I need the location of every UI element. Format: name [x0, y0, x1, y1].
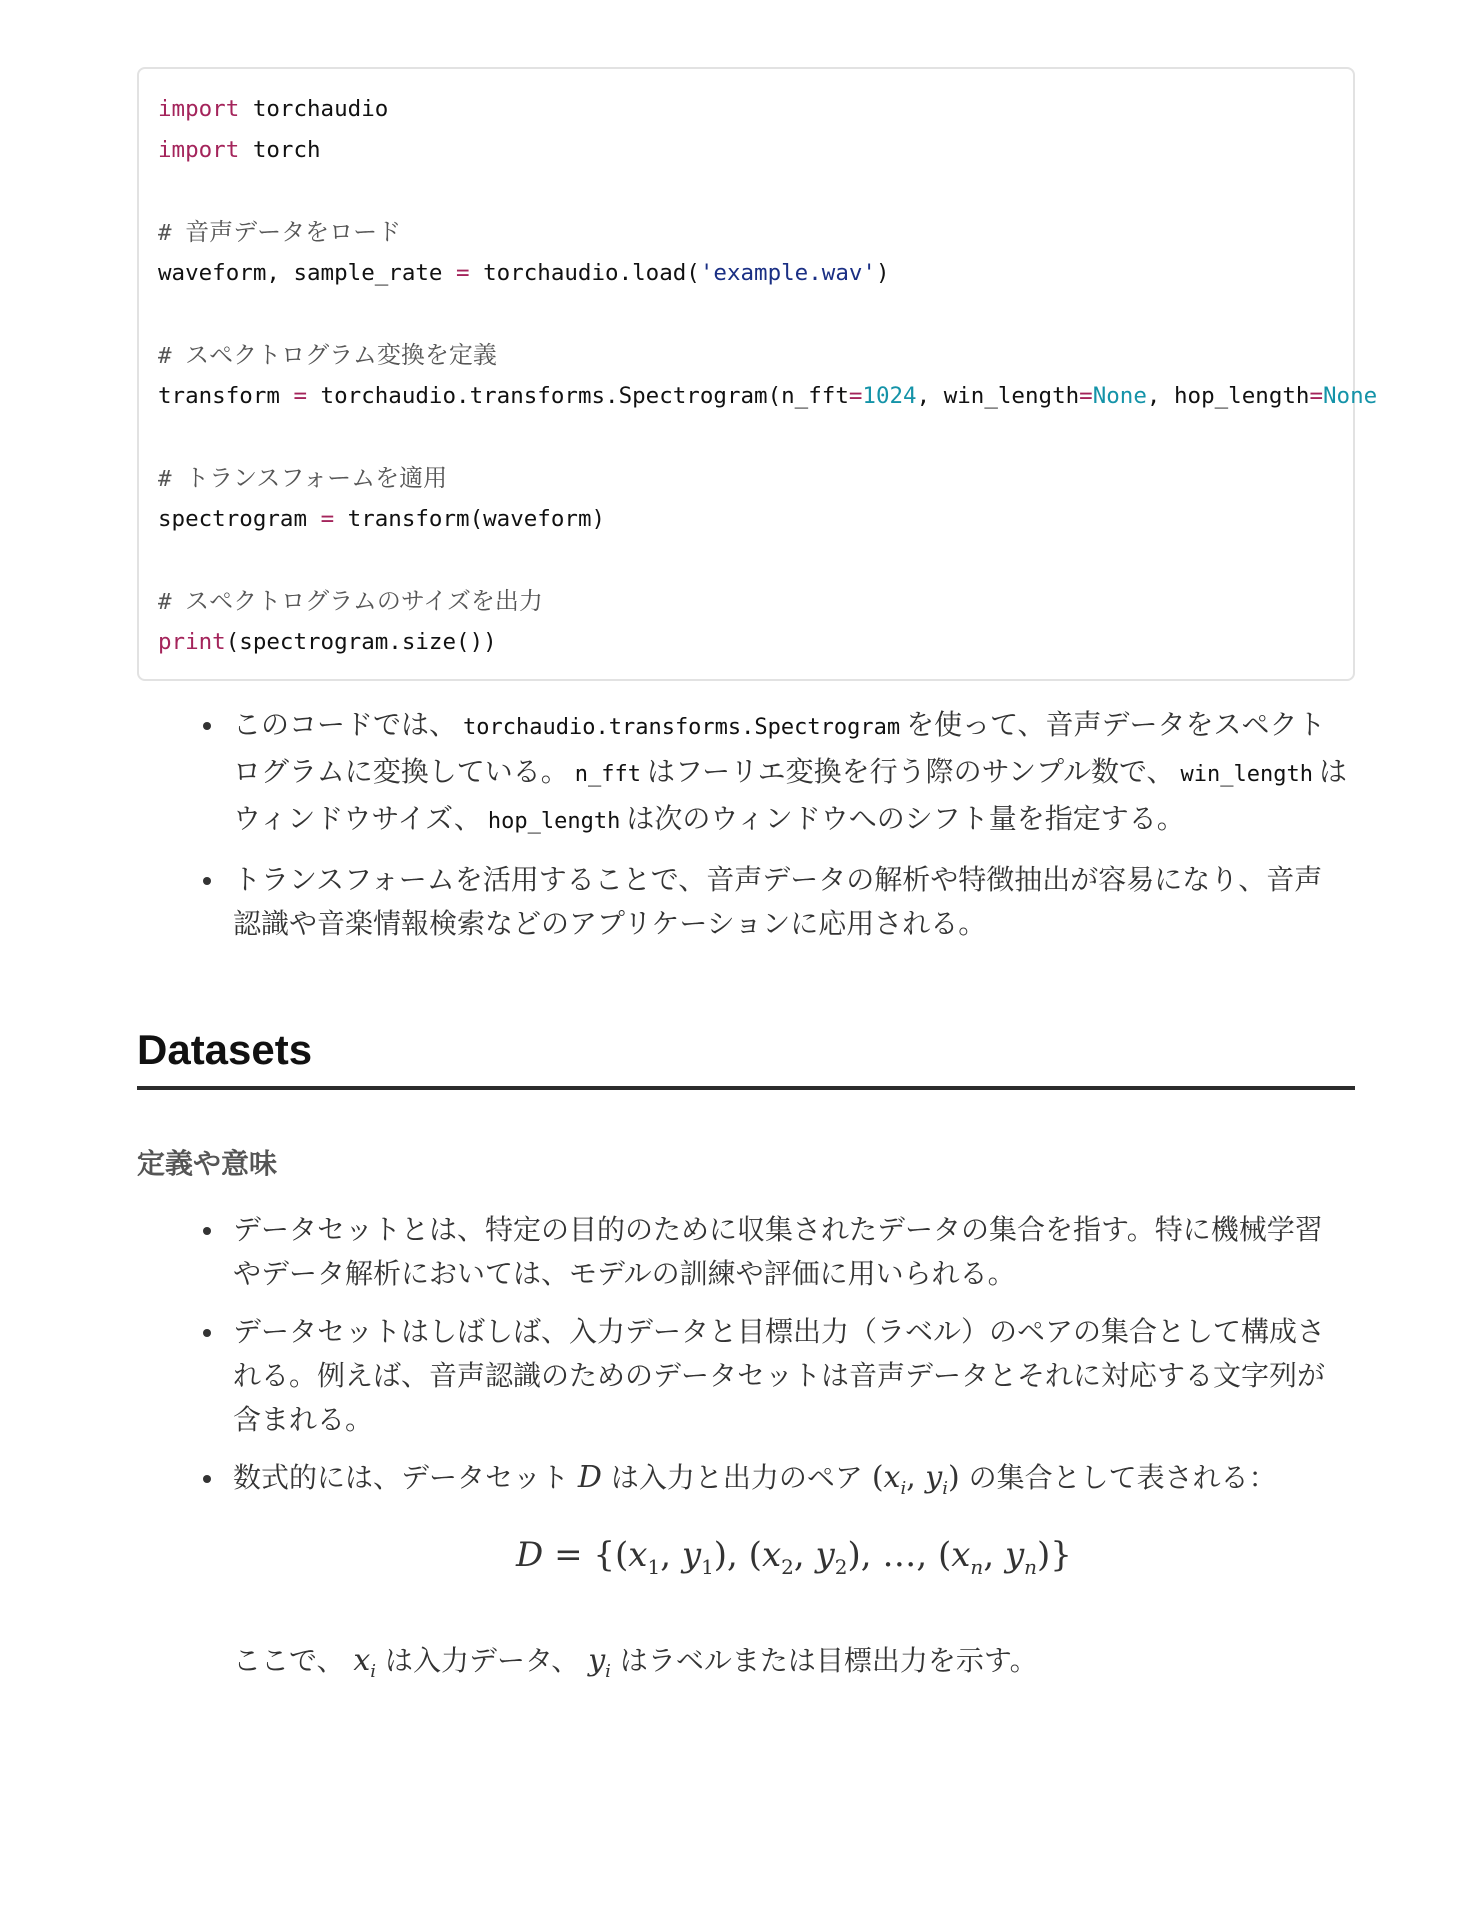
code-line: spectrogram = transform(waveform) [158, 506, 606, 532]
blank-line [158, 294, 1353, 335]
bullet-dot [203, 722, 211, 730]
blank-line [158, 171, 1353, 212]
blank-line [158, 540, 1353, 581]
code-comment: # トランスフォームを適用 [158, 464, 448, 492]
keyword: print [158, 629, 226, 655]
section-heading: Datasets [137, 1026, 1355, 1090]
code-comment: # 音声データをロード [158, 218, 402, 246]
math-display: $D = \{(x_1$, $y_1$), ($x_2$, $y_2$), …, ($x_n$, $y_n$)} [516, 1535, 1072, 1579]
code-block [137, 67, 1378, 681]
keyword: import [158, 96, 240, 122]
math-inline: D [577, 1460, 602, 1495]
code-comment: # スペクトログラムのサイズを出力 [158, 587, 543, 615]
math-inline-pair: ($x_i$, $y_i$) [871, 1460, 960, 1499]
code-text: torch [239, 137, 321, 163]
subsection-heading: 定義や意味 [137, 1147, 278, 1180]
bullet-dot [203, 1329, 211, 1337]
code-line: waveform, sample_rate = torchaudio.load('example.wav') [158, 260, 890, 286]
code-line: transform = torchaudio.transforms.Spectrogram(n_fft=1024, win_length=None, hop_length=None [158, 383, 1378, 409]
number-literal: 1024 [862, 383, 917, 409]
bullet-dot [203, 1475, 211, 1483]
list-item: 数式的には、データセット D は入力と出力のペア ($x_i$, $y_i$) の集合として表される： [137, 1456, 1355, 1511]
code-comment: # スペクトログラム変換を定義 [158, 341, 497, 369]
code-line [158, 130, 1353, 171]
inline-code: n_fft [574, 762, 641, 787]
list-item: トランスフォームを活用することで、音声データの解析や特徴抽出が容易になり、音声認識や音楽情報検索などのアプリケーションに応用される。 [137, 858, 1355, 946]
inline-code: torchaudio.transforms.Spectrogram [463, 715, 901, 740]
string-literal: 'example.wav' [699, 260, 876, 286]
bullet-list [137, 1208, 1355, 1511]
code-line [158, 89, 1353, 130]
list-item: データセットとは、特定の目的のために収集されたデータの集合を指す。特に機械学習やデータ解析においては、モデルの訓練や評価に用いられる。 [137, 1208, 1355, 1296]
keyword: import [158, 137, 240, 163]
math-inline: $x_i$ [353, 1642, 377, 1682]
none-literal: None [1092, 383, 1147, 409]
list-item: このコードでは、 torchaudio.transforms.Spectrogram を使って、音声データをスペクトログラムに変換している。 n_fft はフーリエ変換を行う際のサンプル数で、 win_length はウィンドウサイズ、 hop_length は次のウィンドウへのシフト量を指定する。 [137, 703, 1355, 844]
inline-code: hop_length [487, 809, 621, 834]
code-text: torchaudio [239, 96, 389, 122]
none-literal: None [1323, 383, 1378, 409]
bullet-dot [203, 877, 211, 885]
bullet-dot [203, 1227, 211, 1235]
paragraph: ここで、 $x_i$ は入力データ、 $y_i$ はラベルまたは目標出力を示す。 [233, 1642, 1038, 1682]
code-line: print(spectrogram.size()) [158, 629, 497, 655]
list-item: データセットはしばしば、入力データと目標出力（ラベル）のペアの集合として構成される。例えば、音声認識のためのデータセットは音声データとそれに対応する文字列が含まれる。 [137, 1310, 1355, 1442]
inline-code: win_length [1180, 762, 1313, 787]
bullet-list [137, 703, 1355, 946]
math-inline: $y_i$ [588, 1642, 611, 1682]
document-page [137, 67, 1378, 1694]
blank-line [158, 417, 1353, 458]
